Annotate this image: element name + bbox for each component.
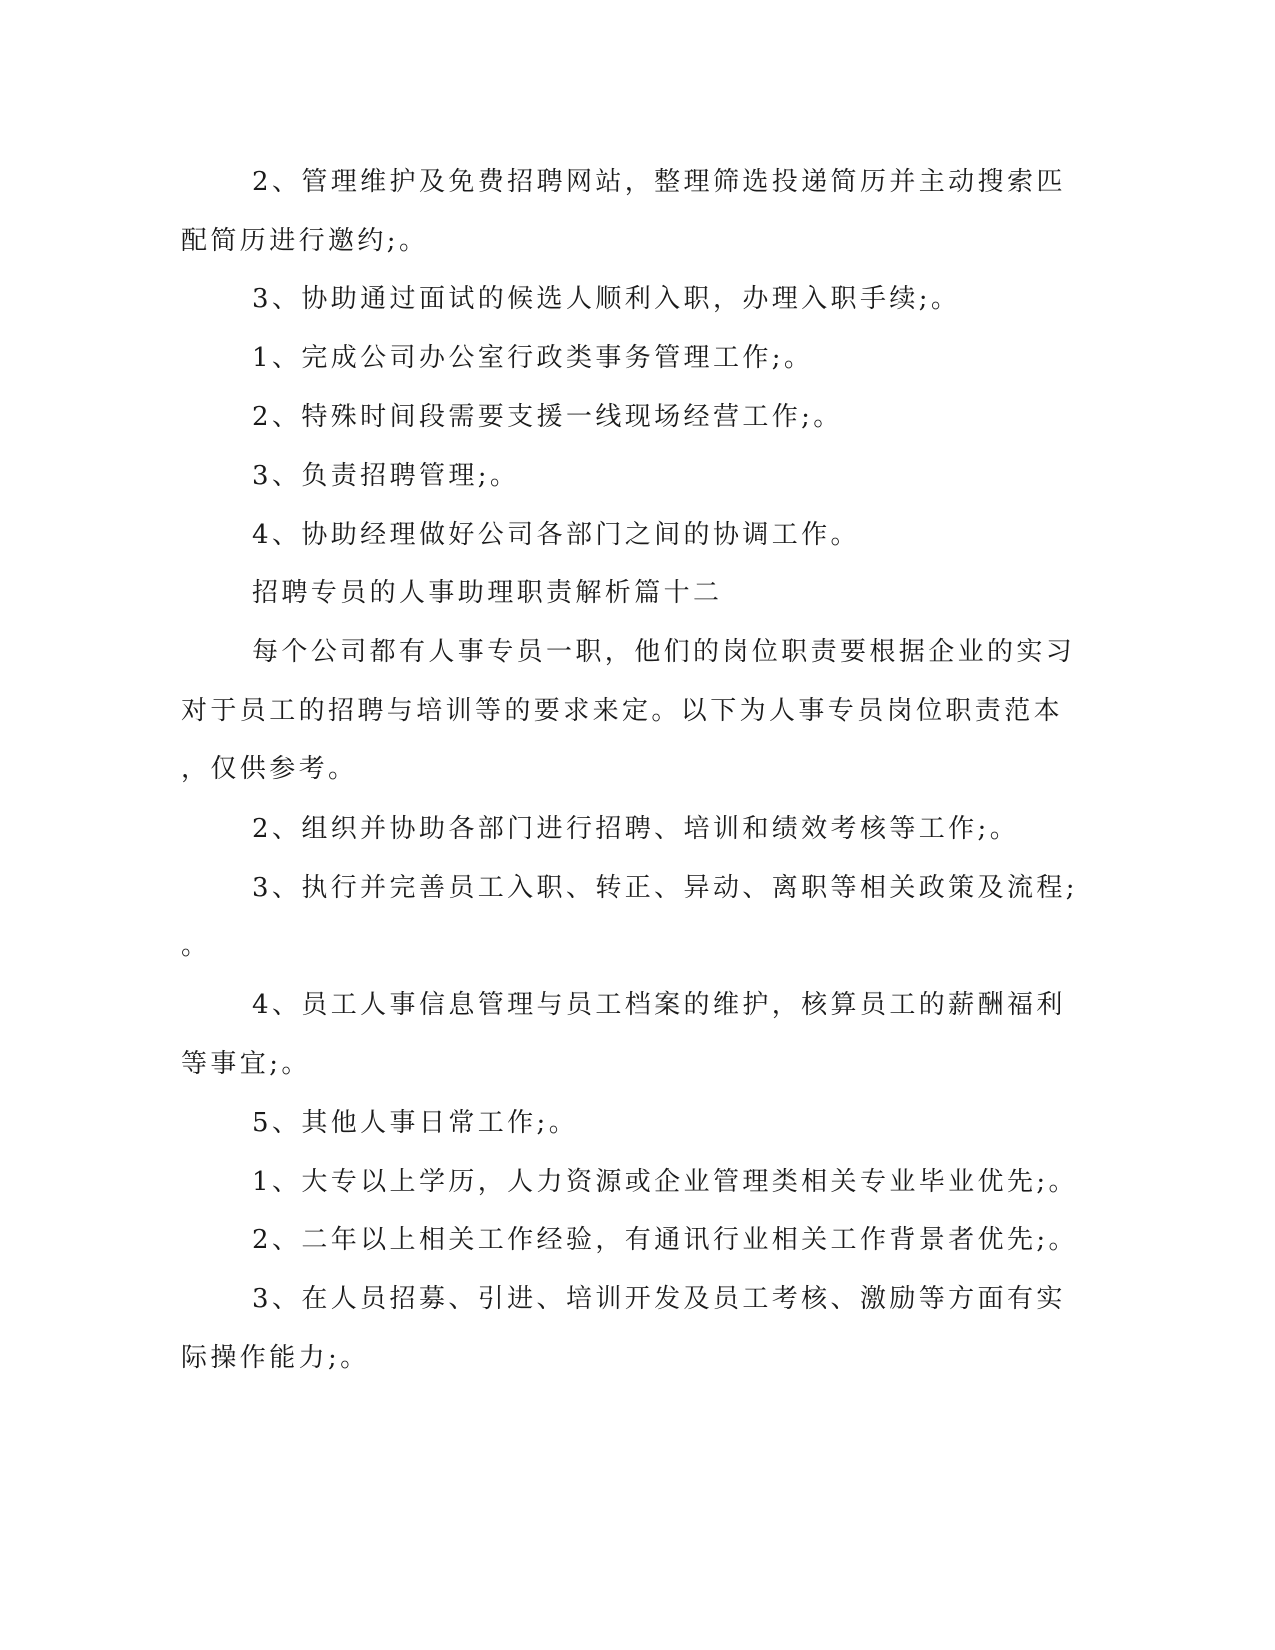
section-heading: 招聘专员的人事助理职责解析篇十二 (252, 578, 723, 608)
text-line: 2、管理维护及免费招聘网站，整理筛选投递简历并主动搜索匹 (252, 167, 1066, 197)
text-line: 4、协助经理做好公司各部门之间的协调工作。 (252, 520, 860, 550)
text-line: 。 (181, 931, 211, 961)
text-line: 2、特殊时间段需要支援一线现场经营工作;。 (252, 402, 843, 432)
text-line: 3、在人员招募、引进、培训开发及员工考核、激励等方面有实 (252, 1284, 1066, 1314)
text-line: 3、执行并完善员工入职、转正、异动、离职等相关政策及流程; (252, 873, 1078, 903)
text-line: 3、协助通过面试的候选人顺利入职，办理入职手续;。 (252, 284, 961, 314)
text-line: 对于员工的招聘与培训等的要求来定。以下为人事专员岗位职责范本 (181, 696, 1064, 726)
text-line: 3、负责招聘管理;。 (252, 461, 520, 491)
text-line: 每个公司都有人事专员一职，他们的岗位职责要根据企业的实习 (252, 637, 1076, 667)
text-line: 4、员工人事信息管理与员工档案的维护，核算员工的薪酬福利 (252, 990, 1066, 1020)
text-line: 配简历进行邀约;。 (181, 226, 429, 256)
text-line: 5、其他人事日常工作;。 (252, 1108, 579, 1138)
text-line: 1、完成公司办公室行政类事务管理工作;。 (252, 343, 814, 373)
text-line: 际操作能力;。 (181, 1343, 370, 1373)
text-line: 2、二年以上相关工作经验，有通讯行业相关工作背景者优先;。 (252, 1225, 1078, 1255)
text-line: 1、大专以上学历，人力资源或企业管理类相关专业毕业优先;。 (252, 1167, 1078, 1197)
text-line: 2、组织并协助各部门进行招聘、培训和绩效考核等工作;。 (252, 814, 1020, 844)
text-line: 等事宜;。 (181, 1049, 311, 1079)
text-line: ，仅供参考。 (181, 754, 358, 784)
